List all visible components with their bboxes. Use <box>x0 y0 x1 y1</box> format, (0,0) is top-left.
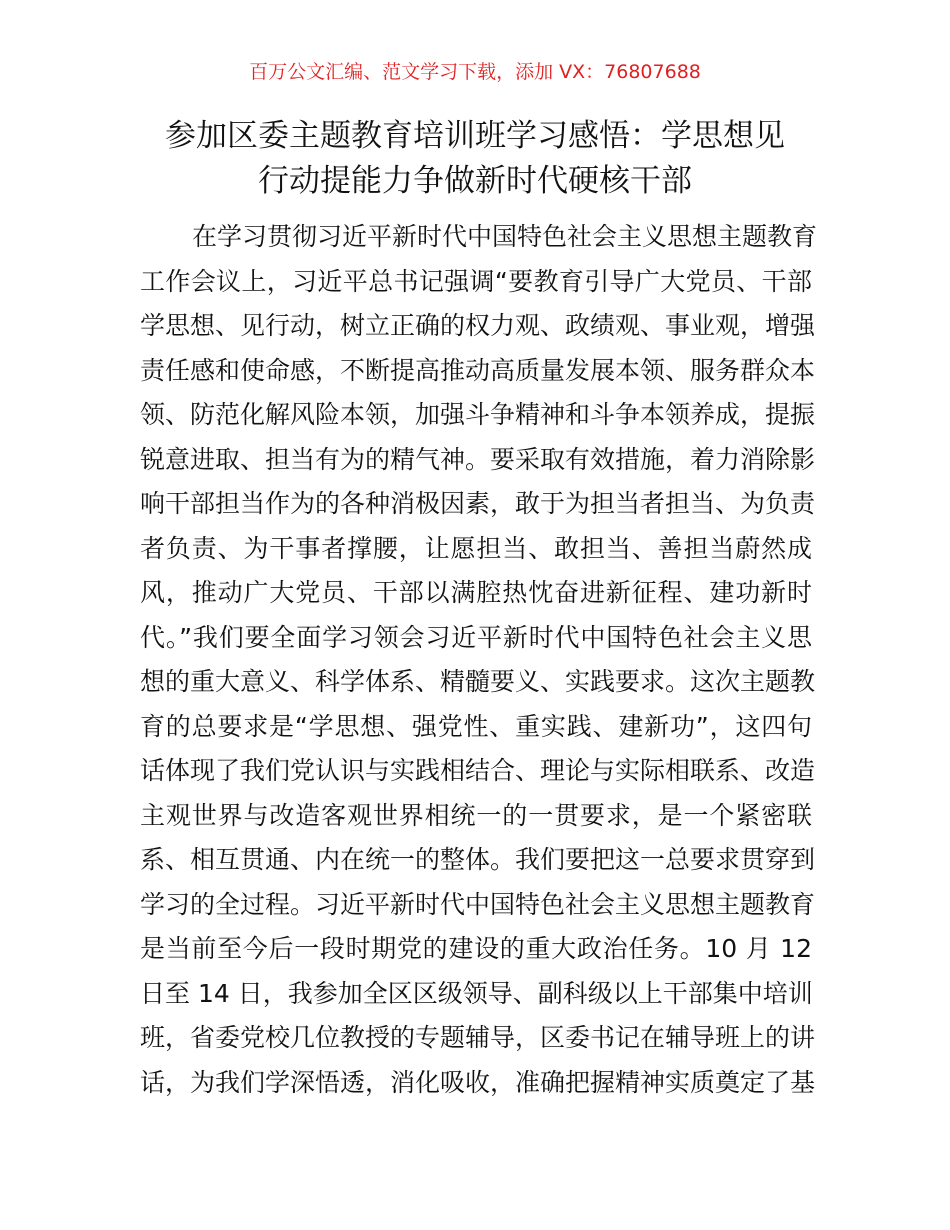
paragraph-line: 工作会议上，习近平总书记强调“要教育引导广大党员、干部 <box>140 266 812 296</box>
paragraph-line: 风，推动广大党员、干部以满腔热忱奋进新征程、建功新时 <box>140 578 812 607</box>
paragraph-line: 话体现了我们党认识与实践相结合、理论与实际相联系、改造 <box>140 756 816 785</box>
paragraph-line: 想的重大意义、科学体系、精髓要义、实践要求。这次主题教 <box>140 667 816 696</box>
document-title <box>130 114 820 204</box>
title-line-1: 参加区委主题教育培训班学习感悟：学思想见 <box>165 118 785 154</box>
paragraph-line: 系、相互贯通、内在统一的整体。我们要把这一总要求贯穿到 <box>140 845 816 874</box>
paragraph-line: 领、防范化解风险本领，加强斗争精神和斗争本领养成，提振 <box>140 400 816 429</box>
title-line-2: 行动提能力争做新时代硬核干部 <box>258 163 692 199</box>
paragraph-line: 主观世界与改造客观世界相统一的一贯要求，是一个紧密联 <box>140 800 812 830</box>
watermark-header: 百万公文汇编、范文学习下载，添加 VX：76807688 <box>249 61 701 83</box>
paragraph-line: 是当前至今后一段时期党的建设的重大政治任务。10 月 12 <box>140 934 812 963</box>
paragraph-line: 响干部担当作为的各种消极因素，敢于为担当者担当、为负责 <box>140 489 816 518</box>
paragraph-line: 育的总要求是“学思想、强党性、重实践、建新功”，这四句 <box>140 711 812 741</box>
paragraph-line: 者负责、为干事者撑腰，让愿担当、敢担当、善担当蔚然成 <box>140 533 812 563</box>
paragraph-line: 话，为我们学深悟透，消化吸收，准确把握精神实质奠定了基 <box>140 1067 816 1097</box>
paragraph-line: 学习的全过程。习近平新时代中国特色社会主义思想主题教育 <box>140 889 816 919</box>
paragraph-line: 责任感和使命感，不断提高推动高质量发展本领、服务群众本 <box>140 355 816 385</box>
paragraph-line: 日至 14 日，我参加全区区级领导、副科级以上干部集中培训 <box>140 978 813 1008</box>
paragraph-line: 锐意进取、担当有为的精气神。要采取有效措施，着力消除影 <box>140 444 816 474</box>
paragraph-line: 代。”我们要全面学习领会习近平新时代中国特色社会主义思 <box>140 622 812 652</box>
paragraph-line: 学思想、见行动，树立正确的权力观、政绩观、事业观，增强 <box>140 311 816 340</box>
document-body <box>140 218 818 1108</box>
paragraph-line: 在学习贯彻习近平新时代中国特色社会主义思想主题教育 <box>192 222 818 251</box>
paragraph-line: 班，省委党校几位教授的专题辅导，区委书记在辅导班上的讲 <box>140 1023 816 1052</box>
